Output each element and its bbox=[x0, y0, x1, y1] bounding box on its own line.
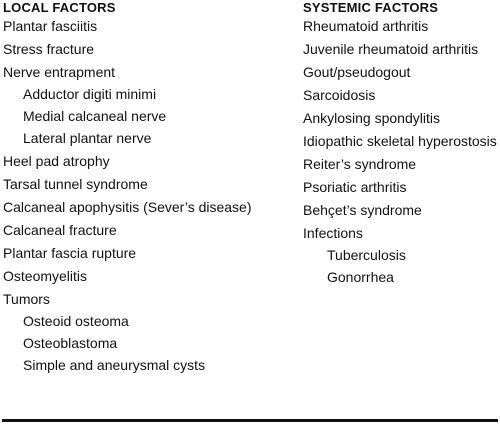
bottom-rule bbox=[2, 419, 498, 422]
local-factors-list bbox=[3, 18, 252, 373]
list-item: Plantar fascia rupture bbox=[3, 245, 137, 261]
sub-list-item: Tuberculosis bbox=[327, 247, 406, 263]
sub-list-item: Lateral plantar nerve bbox=[23, 130, 152, 146]
list-item: Tumors bbox=[3, 291, 50, 307]
list-item: Plantar fasciitis bbox=[3, 18, 98, 34]
systemic-factors-list bbox=[303, 18, 497, 285]
local-factors-column bbox=[3, 0, 252, 373]
sub-list-item: Medial calcaneal nerve bbox=[23, 108, 167, 124]
list-item: Nerve entrapment bbox=[3, 64, 116, 80]
list-item: Sarcoidosis bbox=[303, 87, 376, 103]
list-item: Juvenile rheumatoid arthritis bbox=[303, 41, 479, 57]
list-item: Infections bbox=[303, 225, 363, 241]
list-item: Rheumatoid arthritis bbox=[303, 18, 429, 34]
list-item: Heel pad atrophy bbox=[3, 153, 110, 169]
list-item: Calcaneal fracture bbox=[3, 222, 117, 238]
list-item: Stress fracture bbox=[3, 41, 95, 57]
sub-list-item: Simple and aneurysmal cysts bbox=[23, 357, 206, 373]
sub-list-item: Osteoid osteoma bbox=[23, 313, 129, 329]
systemic-factors-header: SYSTEMIC FACTORS bbox=[303, 0, 439, 15]
list-item: Ankylosing spondylitis bbox=[303, 110, 440, 126]
list-item: Osteomyelitis bbox=[3, 268, 88, 284]
list-item: Gout/pseudogout bbox=[303, 64, 411, 80]
list-item: Psoriatic arthritis bbox=[303, 179, 407, 195]
systemic-factors-column bbox=[303, 0, 497, 285]
list-item: Behçet’s syndrome bbox=[303, 202, 422, 218]
list-item: Idiopathic skeletal hyperostosis bbox=[303, 133, 497, 149]
sub-list-item: Osteoblastoma bbox=[23, 335, 118, 351]
sub-list-item: Gonorrhea bbox=[327, 269, 394, 285]
local-factors-header: LOCAL FACTORS bbox=[3, 0, 116, 15]
list-item: Tarsal tunnel syndrome bbox=[3, 176, 148, 192]
list-item: Calcaneal apophysitis (Sever’s disease) bbox=[3, 199, 252, 215]
list-item: Reiter’s syndrome bbox=[303, 156, 417, 172]
sub-list-item: Adductor digiti minimi bbox=[23, 86, 157, 102]
